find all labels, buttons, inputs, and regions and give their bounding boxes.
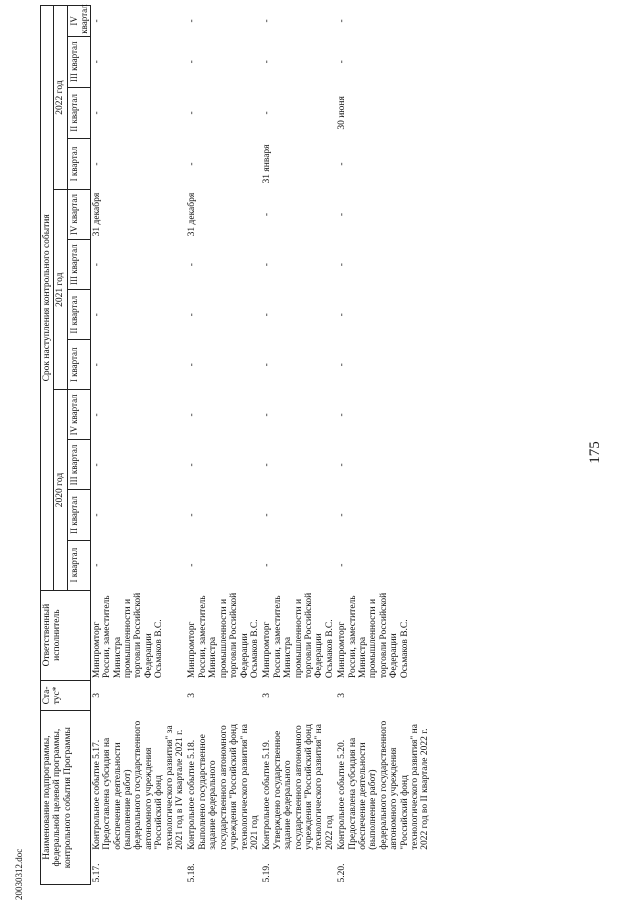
- deadline-cell: -: [91, 413, 102, 417]
- deadline-cell: -: [91, 513, 102, 517]
- header-quarter: I квартал: [67, 540, 90, 590]
- deadline-cell: -: [187, 111, 198, 115]
- deadline-cell: -: [337, 513, 348, 517]
- deadline-cell: -: [262, 60, 273, 64]
- deadline-cell: -: [91, 263, 102, 267]
- row-number: 5.18.: [187, 863, 198, 883]
- deadline-cell: 31 декабря: [91, 192, 102, 237]
- header-year-2021: 2021 год: [54, 190, 67, 390]
- header-name-col: Наименование подпрограммы, федеральной целевой программы, контрольного события Программы: [41, 711, 91, 885]
- deadline-cell: 31 января: [262, 144, 273, 184]
- deadline-cell: -: [187, 263, 198, 267]
- header-status-col: Ста-тус*: [41, 680, 91, 711]
- table-row: [261, 6, 336, 885]
- deadline-cell: -: [262, 111, 273, 115]
- deadline-cell: -: [337, 19, 348, 23]
- deadline-cell: -: [187, 563, 198, 567]
- header-quarter: III квартал: [67, 36, 90, 87]
- deadline-cell: -: [262, 513, 273, 517]
- deadline-cell: -: [187, 413, 198, 417]
- header-quarter: II квартал: [67, 490, 90, 540]
- deadline-cell: -: [337, 463, 348, 467]
- header-quarter: II квартал: [67, 87, 90, 138]
- header-quarter: III квартал: [67, 440, 90, 490]
- deadline-cell: -: [262, 263, 273, 267]
- row-responsible: Минпромторг России, заместитель Министра промышленности и торговли Российской Федерации Осьмаков В.С.: [262, 592, 335, 679]
- deadline-cell: -: [337, 313, 348, 317]
- header-quarter: IV квартал: [67, 390, 90, 440]
- header-quarter: IV квартал: [67, 6, 90, 37]
- table-row: [90, 6, 186, 885]
- row-responsible: Минпромторг России, заместитель Министра промышленности и торговли Российской Федерации Осьмаков В.С.: [337, 592, 410, 679]
- deadline-cell: -: [262, 363, 273, 367]
- control-events-table: [40, 5, 432, 885]
- row-number: 5.17.: [91, 863, 102, 883]
- header-quarter: IV квартал: [67, 190, 90, 240]
- deadline-cell: 31 декабря: [187, 192, 198, 237]
- deadline-cell: -: [337, 563, 348, 567]
- deadline-cell: -: [262, 413, 273, 417]
- row-name: Контрольное событие 5.18. Выполнено государственное задание федерального государственного автономного учреждения "Российский фонд технологического развития" на 2021 год: [187, 724, 260, 850]
- row-status: 3: [262, 693, 273, 698]
- deadline-cell: -: [187, 60, 198, 64]
- deadline-cell: -: [337, 212, 348, 217]
- deadline-cell: -: [262, 313, 273, 317]
- deadline-cell: -: [337, 162, 348, 166]
- table-row: [336, 6, 432, 885]
- deadline-cell: -: [187, 363, 198, 367]
- deadline-cell: -: [91, 363, 102, 367]
- footer-doc-code: 20030312.doc: [14, 848, 24, 900]
- deadline-cell: -: [187, 162, 198, 166]
- page-number: 175: [587, 441, 603, 464]
- header-quarter: III квартал: [67, 240, 90, 290]
- deadline-cell: -: [337, 60, 348, 64]
- header-quarter: II квартал: [67, 290, 90, 340]
- deadline-cell: -: [337, 363, 348, 367]
- deadline-cell: -: [337, 263, 348, 267]
- header-quarter: I квартал: [67, 138, 90, 189]
- header-deadline-group: Срок наступления контрольного события: [41, 6, 54, 591]
- deadline-cell: -: [91, 463, 102, 467]
- deadline-cell: -: [91, 162, 102, 166]
- deadline-cell: -: [187, 463, 198, 467]
- row-responsible: Минпромторг России, заместитель Министра промышленности и торговли Российской Федерации Осьмаков В.С.: [187, 592, 260, 679]
- header-year-2022: 2022 год: [54, 6, 67, 190]
- deadline-cell: -: [91, 111, 102, 115]
- row-status: 3: [187, 693, 198, 698]
- row-status: 3: [337, 693, 348, 698]
- deadline-cell: -: [262, 212, 273, 217]
- deadline-cell: -: [262, 19, 273, 23]
- deadline-cell: -: [187, 513, 198, 517]
- row-number: 5.20.: [337, 863, 348, 883]
- row-number: 5.19.: [262, 863, 273, 883]
- row-name: Контрольное событие 5.20. Предоставлена субсидия на обеспечение деятельности (выполнение работ) федерального государственного автономного учреждения "Российский фонд технологического развития" на 2022 год во II квартале 2022 г.: [337, 720, 431, 850]
- deadline-cell: 30 июня: [337, 96, 348, 130]
- row-name: Контрольное событие 5.19. Утверждено государственное задание федерального государственного автономного учреждения "Российский фонд технологического развития" на 2022 год: [262, 724, 335, 850]
- deadline-cell: -: [187, 19, 198, 23]
- row-name: Контрольное событие 5.17. Предоставлена субсидия на обеспечение деятельности (выполнение работ) федерального государственного автономного учреждения "Российский фонд технологического развития" за 2021 год в IV квартале 2021 г.: [91, 720, 186, 850]
- deadline-cell: -: [91, 313, 102, 317]
- deadline-cell: -: [187, 313, 198, 317]
- deadline-cell: -: [262, 463, 273, 467]
- header-responsible-col: Ответственный исполнитель: [41, 590, 91, 680]
- deadline-cell: -: [91, 60, 102, 64]
- deadline-cell: -: [337, 413, 348, 417]
- header-quarter: I квартал: [67, 340, 90, 390]
- row-status: 3: [91, 693, 102, 698]
- deadline-cell: -: [91, 19, 102, 23]
- deadline-cell: -: [262, 563, 273, 567]
- header-year-2020: 2020 год: [54, 390, 67, 590]
- row-responsible: Минпромторг России, заместитель Министра промышленности и торговли Российской Федерации Осьмаков В.С.: [91, 592, 165, 679]
- table-row: [186, 6, 261, 885]
- deadline-cell: -: [91, 563, 102, 567]
